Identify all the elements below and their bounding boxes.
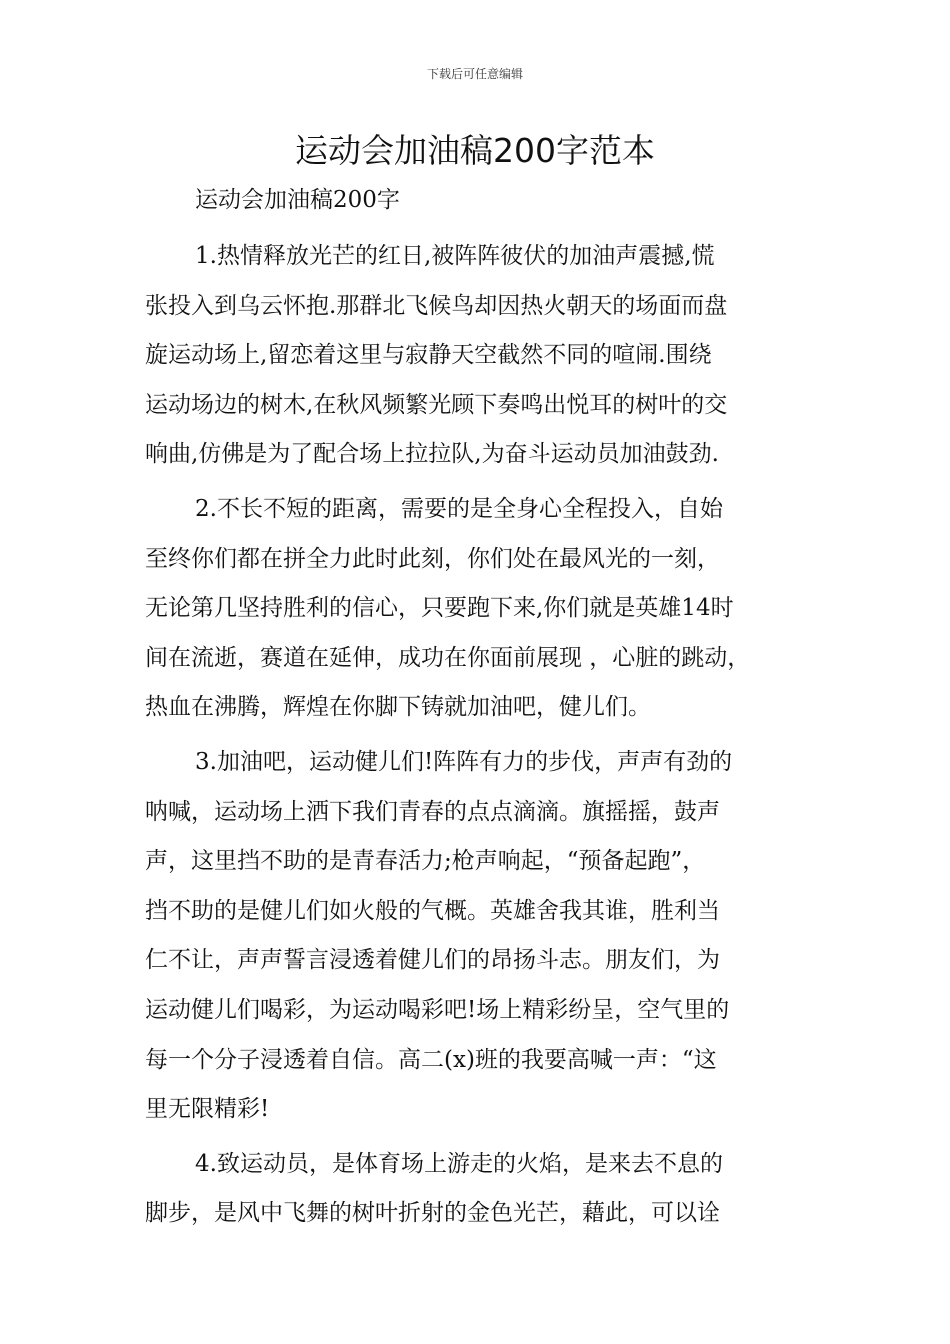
text-line: 4.致运动员，是体育场上游走的火焰，是来去不息的 (195, 1150, 723, 1177)
subtitle: 运动会加油稿200字 (195, 187, 400, 213)
text-line: 无论第几坚持胜利的信心，只要跑下来,你们就是英雄14时 (145, 595, 734, 622)
text-line: 2.不长不短的距离，需要的是全身心全程投入，自始 (195, 495, 723, 522)
paragraph-4 (145, 1140, 825, 1239)
text-line: 间在流逝，赛道在延伸，成功在你面前展现 ，心脏的跳动， (145, 644, 751, 671)
text-line: 3.加油吧，运动健儿们!阵阵有力的步伐，声声有劲的 (195, 748, 733, 775)
text-line: 里无限精彩! (145, 1096, 270, 1123)
text-line: 张投入到乌云怀抱.那群北飞候鸟却因热火朝天的场面而盘 (145, 292, 728, 319)
text-line: 至终你们都在拼全力此时此刻，你们处在最风光的一刻， (145, 545, 720, 572)
paragraph-3 (145, 738, 825, 1135)
text-line: 呐喊，运动场上洒下我们青春的点点滴滴。旗摇摇，鼓声 (145, 798, 720, 825)
text-line: 响曲,仿佛是为了配合场上拉拉队,为奋斗运动员加油鼓劲. (145, 441, 719, 468)
paragraph-2 (145, 485, 825, 733)
document-title: 运动会加油稿200字范本 (295, 131, 655, 170)
document-body (145, 182, 825, 1244)
text-line: 热血在沸腾，辉煌在你脚下铸就加油吧，健儿们。 (145, 694, 651, 721)
text-line: 每一个分子浸透着自信。高二(x)班的我要高喊一声：“这 (145, 1046, 717, 1073)
text-line: 运动健儿们喝彩，为运动喝彩吧!场上精彩纷呈，空气里的 (145, 996, 730, 1023)
text-line: 运动场边的树木,在秋风频繁光顾下奏鸣出悦耳的树叶的交 (145, 391, 728, 418)
text-line: 仁不让，声声誓言浸透着健儿们的昂扬斗志。朋友们，为 (145, 947, 720, 974)
text-line: 声，这里挡不助的是青春活力;枪声响起，“预备起跑”， (145, 848, 706, 875)
header-note: 下载后可任意编辑 (426, 67, 523, 81)
text-line: 1.热情释放光芒的红日,被阵阵彼伏的加油声震撼,慌 (195, 243, 715, 269)
text-line: 旋运动场上,留恋着这里与寂静天空截然不同的喧闹.围绕 (145, 342, 712, 369)
paragraph-1 (145, 232, 825, 480)
text-line: 脚步，是风中飞舞的树叶折射的金色光芒，藉此，可以诠 (145, 1200, 720, 1227)
text-line: 挡不助的是健儿们如火般的气概。英雄舍我其谁，胜利当 (145, 897, 720, 924)
